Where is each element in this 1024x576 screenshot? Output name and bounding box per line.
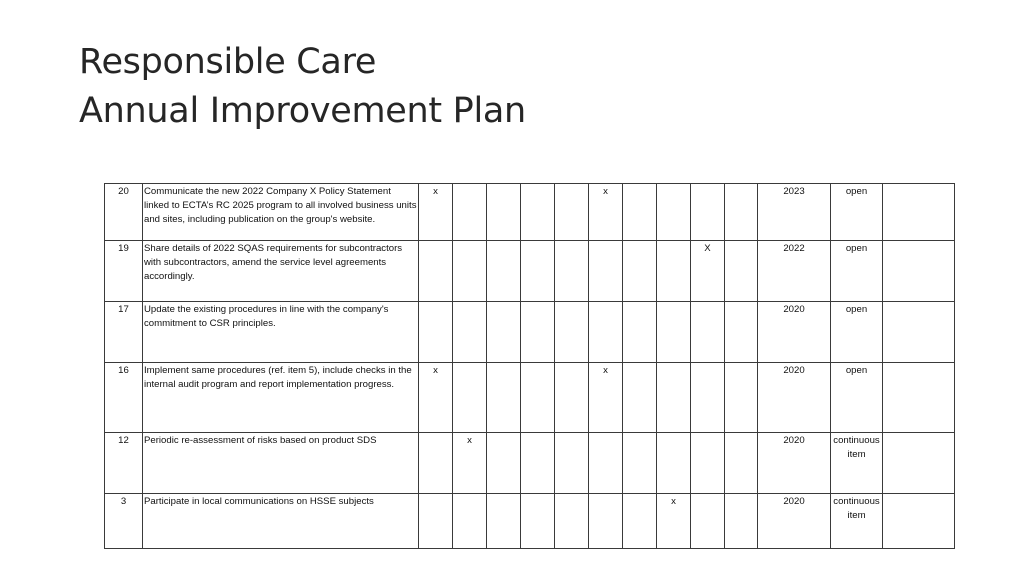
page-title [79, 38, 526, 136]
mark-cell [725, 494, 758, 549]
mark-cell [521, 494, 555, 549]
table-row [105, 241, 955, 302]
description-cell: Update the existing procedures in line with the company's commitment to CSR principles. [143, 302, 419, 363]
mark-cell [521, 241, 555, 302]
mark-cell [691, 302, 725, 363]
mark-cell: x [453, 433, 487, 494]
item-number-cell: 19 [105, 241, 143, 302]
mark-cell [487, 363, 521, 433]
mark-cell [419, 494, 453, 549]
mark-cell [691, 363, 725, 433]
notes-cell [883, 241, 955, 302]
mark-cell [623, 184, 657, 241]
year-cell: 2020 [758, 363, 831, 433]
mark-cell [521, 363, 555, 433]
description-cell: Participate in local communications on HSSE subjects [143, 494, 419, 549]
status-cell: open [831, 241, 883, 302]
description-cell: Share details of 2022 SQAS requirements for subcontractors with subcontractors, amend the service level agreements accordingly. [143, 241, 419, 302]
mark-cell [487, 241, 521, 302]
mark-cell [725, 241, 758, 302]
table-row [105, 363, 955, 433]
status-cell: continuous item [831, 433, 883, 494]
year-cell: 2020 [758, 494, 831, 549]
mark-cell [589, 241, 623, 302]
mark-cell [521, 302, 555, 363]
table-row [105, 302, 955, 363]
mark-cell [555, 302, 589, 363]
notes-cell [883, 184, 955, 241]
mark-cell [419, 241, 453, 302]
mark-cell [555, 363, 589, 433]
table-body [105, 184, 955, 549]
year-cell: 2023 [758, 184, 831, 241]
mark-cell [453, 363, 487, 433]
description-cell: Communicate the new 2022 Company X Policy Statement linked to ECTA’s RC 2025 program to all involved business units and sites, including publication on the group's website. [143, 184, 419, 241]
mark-cell [657, 363, 691, 433]
mark-cell [521, 433, 555, 494]
mark-cell [419, 302, 453, 363]
mark-cell [725, 302, 758, 363]
mark-cell: x [419, 363, 453, 433]
item-number-cell: 16 [105, 363, 143, 433]
mark-cell: x [589, 363, 623, 433]
notes-cell [883, 363, 955, 433]
mark-cell: X [691, 241, 725, 302]
mark-cell [657, 433, 691, 494]
item-number-cell: 12 [105, 433, 143, 494]
mark-cell [453, 302, 487, 363]
item-number-cell: 17 [105, 302, 143, 363]
mark-cell [487, 433, 521, 494]
description-cell: Implement same procedures (ref. item 5), include checks in the internal audit program and report implementation progress. [143, 363, 419, 433]
mark-cell [453, 494, 487, 549]
status-cell: open [831, 302, 883, 363]
mark-cell: x [657, 494, 691, 549]
mark-cell [623, 241, 657, 302]
description-cell: Periodic re-assessment of risks based on product SDS [143, 433, 419, 494]
mark-cell [487, 184, 521, 241]
notes-cell [883, 433, 955, 494]
mark-cell [657, 302, 691, 363]
mark-cell [555, 494, 589, 549]
notes-cell [883, 494, 955, 549]
year-cell: 2020 [758, 302, 831, 363]
table-row [105, 184, 955, 241]
mark-cell [725, 184, 758, 241]
mark-cell [521, 184, 555, 241]
mark-cell [623, 494, 657, 549]
improvement-plan-table [104, 183, 955, 549]
mark-cell [657, 184, 691, 241]
mark-cell [487, 302, 521, 363]
status-cell: open [831, 363, 883, 433]
mark-cell [555, 184, 589, 241]
title-line-1: Responsible Care [79, 42, 377, 82]
mark-cell [691, 494, 725, 549]
item-number-cell: 20 [105, 184, 143, 241]
mark-cell [555, 433, 589, 494]
notes-cell [883, 302, 955, 363]
mark-cell [623, 363, 657, 433]
mark-cell [589, 302, 623, 363]
mark-cell [691, 184, 725, 241]
mark-cell [487, 494, 521, 549]
table-row [105, 494, 955, 549]
mark-cell: x [589, 184, 623, 241]
mark-cell [725, 433, 758, 494]
mark-cell: x [419, 184, 453, 241]
mark-cell [453, 241, 487, 302]
title-line-2: Annual Improvement Plan [79, 91, 526, 131]
item-number-cell: 3 [105, 494, 143, 549]
mark-cell [657, 241, 691, 302]
mark-cell [453, 184, 487, 241]
mark-cell [589, 494, 623, 549]
mark-cell [691, 433, 725, 494]
status-cell: open [831, 184, 883, 241]
mark-cell [623, 302, 657, 363]
mark-cell [419, 433, 453, 494]
status-cell: continuous item [831, 494, 883, 549]
mark-cell [555, 241, 589, 302]
year-cell: 2022 [758, 241, 831, 302]
table-row [105, 433, 955, 494]
mark-cell [725, 363, 758, 433]
mark-cell [623, 433, 657, 494]
mark-cell [589, 433, 623, 494]
year-cell: 2020 [758, 433, 831, 494]
